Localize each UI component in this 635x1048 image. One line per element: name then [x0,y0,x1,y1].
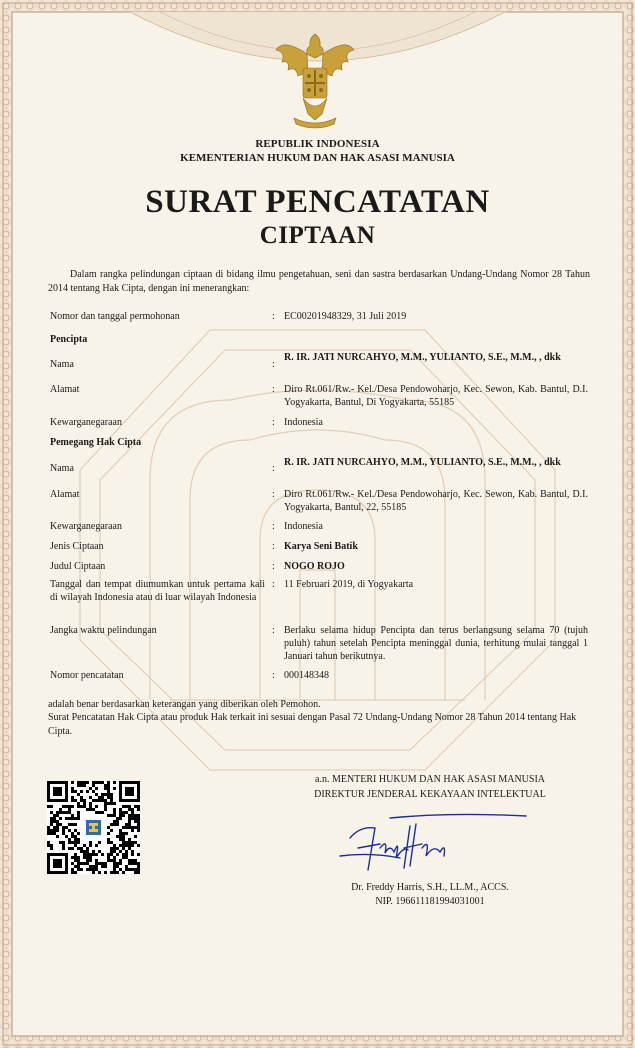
intro-paragraph: Dalam rangka pelindungan ciptaan di bidang ilmu pengetahuan, seni dan sastra berdasarkan Undang-Undang Nomor 28 Tahun 2014 tentang Hak Cipta, dengan ini menerangkan: [48,269,590,294]
field-label: Nomor pencatatan [50,670,124,681]
field-value: Karya Seni Batik [284,541,358,552]
handwritten-signature [330,808,530,878]
header-country: REPUBLIK INDONESIA [255,138,380,150]
field-value: Indonesia [284,521,323,532]
field-label: Nama [50,463,74,474]
signature-on-behalf: a.n. MENTERI HUKUM DAN HAK ASASI MANUSIA [315,774,545,785]
colon: : [272,521,275,532]
field-value: Indonesia [284,417,323,428]
colon: : [272,384,275,395]
field-value: Berlaku selama hidup Pencipta dan terus berlangsung selama 70 (tujuh puluh) tahun setelah Pencipta meninggal dunia, terhitung mulai tanggal 1 Januari tahun berikutnya. [284,625,588,662]
field-value: 11 Februari 2019, di Yogyakarta [284,579,414,590]
colon: : [272,579,275,590]
field-label: Kewarganegaraan [50,417,122,428]
field-label: Alamat [50,489,80,500]
section-creator: Pencipta [50,334,88,345]
garuda-emblem-icon [272,28,358,132]
colon: : [272,541,275,552]
colon: : [272,311,275,322]
signatory-nip: NIP. 196611181994031001 [375,896,485,907]
document-subtitle: CIPTAAN [259,222,376,249]
field-label: Tanggal dan tempat diumumkan untuk pertama kali di wilayah Indonesia atau di luar wilayah Indonesia [50,579,265,603]
field-label: Judul Ciptaan [50,561,106,572]
field-label: Jenis Ciptaan [50,541,104,552]
footer-legal-basis: Surat Pencatatan Hak Cipta atau produk Hak terkait ini sesuai dengan Pasal 72 Undang-Undang Nomor 28 Tahun 2014 tentang Hak Cipta. [48,712,577,737]
colon: : [272,561,275,572]
colon: : [272,670,275,681]
colon: : [272,489,275,500]
colon: : [272,359,275,370]
colon: : [272,463,275,474]
field-value: NOGO ROJO [284,561,345,572]
field-label: Jangka waktu pelindungan [50,625,157,636]
field-value: R. IR. JATI NURCAHYO, M.M., YULIANTO, S.E., M.M., , dkk [284,457,561,468]
signatory-name: Dr. Freddy Harris, S.H., LL.M., ACCS. [351,882,509,893]
field-value: EC00201948329, 31 Juli 2019 [284,311,407,322]
field-label: Kewarganegaraan [50,521,122,532]
header-ministry: KEMENTERIAN HUKUM DAN HAK ASASI MANUSIA [180,152,455,164]
section-holder: Pemegang Hak Cipta [50,437,142,448]
signature-position: DIREKTUR JENDERAL KEKAYAAN INTELEKTUAL [314,789,546,800]
field-label: Alamat [50,384,80,395]
document-title: SURAT PENCATATAN [145,184,490,220]
colon: : [272,417,275,428]
field-value: 000148348 [284,670,329,681]
field-value: Diro Rt.061/Rw.- Kel./Desa Pendowoharjo, Kec. Sewon, Kab. Bantul, D.I. Yogyakarta, Bantul, Di Yogyakarta, 55185 [284,384,588,408]
field-value: R. IR. JATI NURCAHYO, M.M., YULIANTO, S.E., M.M., , dkk [284,352,561,363]
field-label: Nama [50,359,74,370]
qr-code-icon [47,781,140,874]
colon: : [272,625,275,636]
field-value: Diro Rt.061/Rw.- Kel./Desa Pendowoharjo, Kec. Sewon, Kab. Bantul, D.I. Yogyakarta, Bantul, 22, 55185 [284,489,588,513]
footer-statement: adalah benar berdasarkan keterangan yang diberikan oleh Pemohon. [48,699,321,710]
field-label: Nomor dan tanggal permohonan [50,311,180,322]
